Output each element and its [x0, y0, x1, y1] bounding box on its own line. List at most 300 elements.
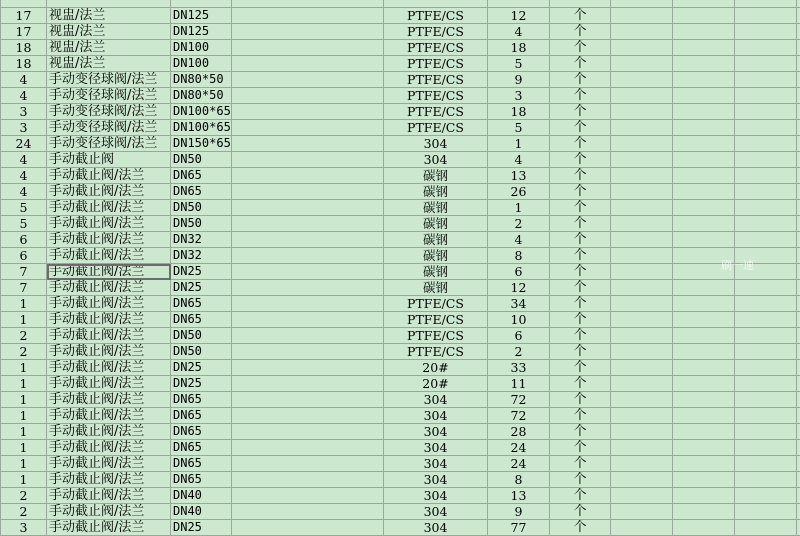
cell-r13-c9[interactable]: [735, 200, 797, 216]
cell-r15-c0[interactable]: 6: [1, 232, 47, 248]
cell-r8-c5[interactable]: 5: [488, 120, 550, 136]
cell-r3-c3[interactable]: [232, 40, 384, 56]
cell-r18-c5[interactable]: 12: [488, 280, 550, 296]
cell-r2-c6[interactable]: 个: [550, 24, 611, 40]
cell-r26-c8[interactable]: [673, 408, 735, 424]
cell-r22-c7[interactable]: [611, 344, 673, 360]
cell-r19-c10[interactable]: [797, 296, 800, 312]
cell-r29-c4[interactable]: 304: [384, 456, 488, 472]
cell-r8-c10[interactable]: [797, 120, 800, 136]
cell-r4-c9[interactable]: [735, 56, 797, 72]
cell-r14-c6[interactable]: 个: [550, 216, 611, 232]
cell-r3-c8[interactable]: [673, 40, 735, 56]
cell-r24-c5[interactable]: 11: [488, 376, 550, 392]
cell-r24-c0[interactable]: 1: [1, 376, 47, 392]
cell-r25-c7[interactable]: [611, 392, 673, 408]
cell-r16-c2[interactable]: DN32: [171, 248, 232, 264]
cell-r19-c6[interactable]: 个: [550, 296, 611, 312]
cell-r28-c1[interactable]: 手动截止阀/法兰: [47, 440, 171, 456]
cell-r6-c4[interactable]: PTFE/CS: [384, 88, 488, 104]
cell-r5-c7[interactable]: [611, 72, 673, 88]
cell-r17-c4[interactable]: 碳钢: [384, 264, 488, 280]
cell-r23-c10[interactable]: [797, 360, 800, 376]
cell-r17-c2[interactable]: DN25: [171, 264, 232, 280]
cell-r26-c9[interactable]: [735, 408, 797, 424]
cell-r24-c2[interactable]: DN25: [171, 376, 232, 392]
cell-r31-c8[interactable]: [673, 488, 735, 504]
cell-r33-c2[interactable]: DN25: [171, 520, 232, 536]
cell-r22-c1[interactable]: 手动截止阀/法兰: [47, 344, 171, 360]
cell-r16-c1[interactable]: 手动截止阀/法兰: [47, 248, 171, 264]
cell-r2-c9[interactable]: [735, 24, 797, 40]
cell-r25-c0[interactable]: 1: [1, 392, 47, 408]
cell-r23-c9[interactable]: [735, 360, 797, 376]
cell-r22-c2[interactable]: DN50: [171, 344, 232, 360]
cell-r15-c10[interactable]: [797, 232, 800, 248]
cell-r21-c2[interactable]: DN50: [171, 328, 232, 344]
cell-r9-c4[interactable]: 304: [384, 136, 488, 152]
cell-r30-c9[interactable]: [735, 472, 797, 488]
cell-r19-c0[interactable]: 1: [1, 296, 47, 312]
cell-r22-c3[interactable]: [232, 344, 384, 360]
cell-r11-c5[interactable]: 13: [488, 168, 550, 184]
cell-r32-c8[interactable]: [673, 504, 735, 520]
cell-r19-c9[interactable]: [735, 296, 797, 312]
cell-r0-c0[interactable]: [1, 0, 47, 8]
cell-r23-c7[interactable]: [611, 360, 673, 376]
cell-r13-c2[interactable]: DN50: [171, 200, 232, 216]
cell-r14-c3[interactable]: [232, 216, 384, 232]
cell-r11-c8[interactable]: [673, 168, 735, 184]
cell-r8-c3[interactable]: [232, 120, 384, 136]
cell-r9-c5[interactable]: 1: [488, 136, 550, 152]
cell-r6-c6[interactable]: 个: [550, 88, 611, 104]
cell-r1-c1[interactable]: 视盅/法兰: [47, 8, 171, 24]
cell-r9-c7[interactable]: [611, 136, 673, 152]
cell-r8-c2[interactable]: DN100*65: [171, 120, 232, 136]
cell-r17-c6[interactable]: 个: [550, 264, 611, 280]
cell-r8-c9[interactable]: [735, 120, 797, 136]
cell-r18-c1[interactable]: 手动截止阀/法兰: [47, 280, 171, 296]
cell-r2-c2[interactable]: DN125: [171, 24, 232, 40]
cell-r16-c10[interactable]: [797, 248, 800, 264]
cell-r29-c1[interactable]: 手动截止阀/法兰: [47, 456, 171, 472]
cell-r1-c0[interactable]: 17: [1, 8, 47, 24]
cell-r32-c10[interactable]: [797, 504, 800, 520]
cell-r12-c2[interactable]: DN65: [171, 184, 232, 200]
cell-r13-c6[interactable]: 个: [550, 200, 611, 216]
cell-r0-c6[interactable]: [550, 0, 611, 8]
cell-r12-c4[interactable]: 碳钢: [384, 184, 488, 200]
cell-r11-c0[interactable]: 4: [1, 168, 47, 184]
cell-r20-c4[interactable]: PTFE/CS: [384, 312, 488, 328]
cell-r24-c6[interactable]: 个: [550, 376, 611, 392]
cell-r25-c9[interactable]: [735, 392, 797, 408]
cell-r1-c3[interactable]: [232, 8, 384, 24]
cell-r31-c0[interactable]: 2: [1, 488, 47, 504]
cell-r26-c7[interactable]: [611, 408, 673, 424]
cell-r32-c0[interactable]: 2: [1, 504, 47, 520]
cell-r8-c1[interactable]: 手动变径球阀/法兰: [47, 120, 171, 136]
cell-r12-c6[interactable]: 个: [550, 184, 611, 200]
cell-r5-c5[interactable]: 9: [488, 72, 550, 88]
cell-r31-c3[interactable]: [232, 488, 384, 504]
cell-r24-c8[interactable]: [673, 376, 735, 392]
cell-r33-c0[interactable]: 3: [1, 520, 47, 536]
cell-r22-c6[interactable]: 个: [550, 344, 611, 360]
cell-r28-c0[interactable]: 1: [1, 440, 47, 456]
cell-r25-c2[interactable]: DN65: [171, 392, 232, 408]
cell-r21-c3[interactable]: [232, 328, 384, 344]
cell-r20-c1[interactable]: 手动截止阀/法兰: [47, 312, 171, 328]
cell-r8-c8[interactable]: [673, 120, 735, 136]
cell-r19-c1[interactable]: 手动截止阀/法兰: [47, 296, 171, 312]
cell-r22-c0[interactable]: 2: [1, 344, 47, 360]
cell-r2-c1[interactable]: 视盅/法兰: [47, 24, 171, 40]
cell-r16-c4[interactable]: 碳钢: [384, 248, 488, 264]
cell-r12-c8[interactable]: [673, 184, 735, 200]
cell-r28-c4[interactable]: 304: [384, 440, 488, 456]
cell-r14-c7[interactable]: [611, 216, 673, 232]
cell-r20-c5[interactable]: 10: [488, 312, 550, 328]
cell-r28-c7[interactable]: [611, 440, 673, 456]
cell-r3-c6[interactable]: 个: [550, 40, 611, 56]
cell-r25-c8[interactable]: [673, 392, 735, 408]
cell-r9-c2[interactable]: DN150*65: [171, 136, 232, 152]
cell-r32-c7[interactable]: [611, 504, 673, 520]
cell-r27-c4[interactable]: 304: [384, 424, 488, 440]
cell-r10-c9[interactable]: [735, 152, 797, 168]
cell-r31-c1[interactable]: 手动截止阀/法兰: [47, 488, 171, 504]
cell-r4-c10[interactable]: [797, 56, 800, 72]
cell-r24-c4[interactable]: 20#: [384, 376, 488, 392]
cell-r30-c4[interactable]: 304: [384, 472, 488, 488]
cell-r20-c0[interactable]: 1: [1, 312, 47, 328]
cell-r26-c3[interactable]: [232, 408, 384, 424]
cell-r29-c8[interactable]: [673, 456, 735, 472]
cell-r4-c1[interactable]: 视盅/法兰: [47, 56, 171, 72]
cell-r21-c5[interactable]: 6: [488, 328, 550, 344]
cell-r8-c6[interactable]: 个: [550, 120, 611, 136]
cell-r25-c5[interactable]: 72: [488, 392, 550, 408]
cell-r30-c3[interactable]: [232, 472, 384, 488]
cell-r7-c9[interactable]: [735, 104, 797, 120]
cell-r12-c0[interactable]: 4: [1, 184, 47, 200]
cell-r23-c3[interactable]: [232, 360, 384, 376]
cell-r10-c3[interactable]: [232, 152, 384, 168]
cell-r3-c0[interactable]: 18: [1, 40, 47, 56]
cell-r14-c10[interactable]: [797, 216, 800, 232]
cell-r18-c4[interactable]: 碳钢: [384, 280, 488, 296]
cell-r9-c10[interactable]: [797, 136, 800, 152]
cell-r29-c6[interactable]: 个: [550, 456, 611, 472]
cell-r12-c5[interactable]: 26: [488, 184, 550, 200]
cell-r10-c10[interactable]: [797, 152, 800, 168]
cell-r25-c6[interactable]: 个: [550, 392, 611, 408]
cell-r33-c5[interactable]: 77: [488, 520, 550, 536]
cell-r28-c10[interactable]: [797, 440, 800, 456]
cell-r27-c7[interactable]: [611, 424, 673, 440]
cell-r0-c3[interactable]: [232, 0, 384, 8]
cell-r17-c1[interactable]: 手动截止阀/法兰: [47, 264, 171, 280]
cell-r12-c10[interactable]: [797, 184, 800, 200]
cell-r9-c8[interactable]: [673, 136, 735, 152]
cell-r21-c0[interactable]: 2: [1, 328, 47, 344]
cell-r21-c8[interactable]: [673, 328, 735, 344]
cell-r33-c6[interactable]: 个: [550, 520, 611, 536]
cell-r29-c7[interactable]: [611, 456, 673, 472]
cell-r3-c4[interactable]: PTFE/CS: [384, 40, 488, 56]
cell-r13-c3[interactable]: [232, 200, 384, 216]
cell-r0-c4[interactable]: [384, 0, 488, 8]
cell-r13-c10[interactable]: [797, 200, 800, 216]
cell-r33-c10[interactable]: [797, 520, 800, 536]
cell-r33-c4[interactable]: 304: [384, 520, 488, 536]
cell-r24-c10[interactable]: [797, 376, 800, 392]
cell-r5-c2[interactable]: DN80*50: [171, 72, 232, 88]
cell-r25-c3[interactable]: [232, 392, 384, 408]
cell-r33-c7[interactable]: [611, 520, 673, 536]
cell-r15-c5[interactable]: 4: [488, 232, 550, 248]
cell-r32-c5[interactable]: 9: [488, 504, 550, 520]
cell-r3-c5[interactable]: 18: [488, 40, 550, 56]
cell-r19-c5[interactable]: 34: [488, 296, 550, 312]
cell-r26-c1[interactable]: 手动截止阀/法兰: [47, 408, 171, 424]
cell-r5-c0[interactable]: 4: [1, 72, 47, 88]
cell-r21-c6[interactable]: 个: [550, 328, 611, 344]
cell-r28-c9[interactable]: [735, 440, 797, 456]
cell-r23-c8[interactable]: [673, 360, 735, 376]
cell-r13-c5[interactable]: 1: [488, 200, 550, 216]
cell-r2-c5[interactable]: 4: [488, 24, 550, 40]
cell-r15-c1[interactable]: 手动截止阀/法兰: [47, 232, 171, 248]
cell-r31-c2[interactable]: DN40: [171, 488, 232, 504]
cell-r27-c3[interactable]: [232, 424, 384, 440]
cell-r9-c6[interactable]: 个: [550, 136, 611, 152]
cell-r14-c9[interactable]: [735, 216, 797, 232]
cell-r30-c8[interactable]: [673, 472, 735, 488]
cell-r5-c4[interactable]: PTFE/CS: [384, 72, 488, 88]
cell-r9-c1[interactable]: 手动变径球阀/法兰: [47, 136, 171, 152]
cell-r27-c6[interactable]: 个: [550, 424, 611, 440]
cell-r22-c8[interactable]: [673, 344, 735, 360]
cell-r4-c3[interactable]: [232, 56, 384, 72]
cell-r1-c2[interactable]: DN125: [171, 8, 232, 24]
cell-r16-c3[interactable]: [232, 248, 384, 264]
cell-r23-c0[interactable]: 1: [1, 360, 47, 376]
cell-r10-c1[interactable]: 手动截止阀: [47, 152, 171, 168]
cell-r27-c2[interactable]: DN65: [171, 424, 232, 440]
cell-r11-c6[interactable]: 个: [550, 168, 611, 184]
cell-r27-c9[interactable]: [735, 424, 797, 440]
cell-r0-c10[interactable]: [797, 0, 800, 8]
cell-r6-c0[interactable]: 4: [1, 88, 47, 104]
cell-r0-c7[interactable]: [611, 0, 673, 8]
cell-r2-c8[interactable]: [673, 24, 735, 40]
cell-r27-c5[interactable]: 28: [488, 424, 550, 440]
cell-r0-c9[interactable]: [735, 0, 797, 8]
cell-r17-c0[interactable]: 7: [1, 264, 47, 280]
cell-r25-c4[interactable]: 304: [384, 392, 488, 408]
cell-r1-c8[interactable]: [673, 8, 735, 24]
cell-r16-c6[interactable]: 个: [550, 248, 611, 264]
cell-r18-c2[interactable]: DN25: [171, 280, 232, 296]
cell-r33-c3[interactable]: [232, 520, 384, 536]
cell-r6-c2[interactable]: DN80*50: [171, 88, 232, 104]
cell-r16-c0[interactable]: 6: [1, 248, 47, 264]
cell-r25-c10[interactable]: [797, 392, 800, 408]
cell-r11-c4[interactable]: 碳钢: [384, 168, 488, 184]
cell-r18-c10[interactable]: [797, 280, 800, 296]
cell-r19-c7[interactable]: [611, 296, 673, 312]
cell-r15-c3[interactable]: [232, 232, 384, 248]
cell-r18-c9[interactable]: [735, 280, 797, 296]
cell-r2-c7[interactable]: [611, 24, 673, 40]
cell-r8-c7[interactable]: [611, 120, 673, 136]
cell-r23-c6[interactable]: 个: [550, 360, 611, 376]
cell-r10-c0[interactable]: 4: [1, 152, 47, 168]
cell-r4-c8[interactable]: [673, 56, 735, 72]
cell-r13-c4[interactable]: 碳钢: [384, 200, 488, 216]
cell-r31-c4[interactable]: 304: [384, 488, 488, 504]
cell-r18-c0[interactable]: 7: [1, 280, 47, 296]
cell-r3-c7[interactable]: [611, 40, 673, 56]
cell-r4-c2[interactable]: DN100: [171, 56, 232, 72]
cell-r3-c1[interactable]: 视盅/法兰: [47, 40, 171, 56]
cell-r2-c10[interactable]: [797, 24, 800, 40]
cell-r20-c7[interactable]: [611, 312, 673, 328]
cell-r13-c1[interactable]: 手动截止阀/法兰: [47, 200, 171, 216]
cell-r24-c7[interactable]: [611, 376, 673, 392]
cell-r29-c2[interactable]: DN65: [171, 456, 232, 472]
cell-r23-c2[interactable]: DN25: [171, 360, 232, 376]
cell-r1-c9[interactable]: [735, 8, 797, 24]
cell-r28-c3[interactable]: [232, 440, 384, 456]
cell-r5-c10[interactable]: [797, 72, 800, 88]
cell-r30-c7[interactable]: [611, 472, 673, 488]
cell-r2-c4[interactable]: PTFE/CS: [384, 24, 488, 40]
cell-r14-c2[interactable]: DN50: [171, 216, 232, 232]
cell-r16-c7[interactable]: [611, 248, 673, 264]
cell-r14-c5[interactable]: 2: [488, 216, 550, 232]
cell-r21-c7[interactable]: [611, 328, 673, 344]
cell-r6-c1[interactable]: 手动变径球阀/法兰: [47, 88, 171, 104]
cell-r32-c3[interactable]: [232, 504, 384, 520]
cell-r27-c8[interactable]: [673, 424, 735, 440]
cell-r15-c4[interactable]: 碳钢: [384, 232, 488, 248]
cell-r17-c10[interactable]: [797, 264, 800, 280]
cell-r24-c9[interactable]: [735, 376, 797, 392]
cell-r16-c5[interactable]: 8: [488, 248, 550, 264]
cell-r7-c2[interactable]: DN100*65: [171, 104, 232, 120]
cell-r30-c1[interactable]: 手动截止阀/法兰: [47, 472, 171, 488]
cell-r26-c4[interactable]: 304: [384, 408, 488, 424]
cell-r0-c5[interactable]: [488, 0, 550, 8]
cell-r18-c6[interactable]: 个: [550, 280, 611, 296]
cell-r21-c10[interactable]: [797, 328, 800, 344]
cell-r10-c6[interactable]: 个: [550, 152, 611, 168]
cell-r23-c5[interactable]: 33: [488, 360, 550, 376]
cell-r24-c3[interactable]: [232, 376, 384, 392]
cell-r3-c10[interactable]: [797, 40, 800, 56]
cell-r2-c3[interactable]: [232, 24, 384, 40]
cell-r14-c8[interactable]: [673, 216, 735, 232]
cell-r32-c1[interactable]: 手动截止阀/法兰: [47, 504, 171, 520]
cell-r10-c4[interactable]: 304: [384, 152, 488, 168]
cell-r19-c3[interactable]: [232, 296, 384, 312]
cell-r29-c3[interactable]: [232, 456, 384, 472]
cell-r7-c7[interactable]: [611, 104, 673, 120]
cell-r20-c3[interactable]: [232, 312, 384, 328]
cell-r1-c5[interactable]: 12: [488, 8, 550, 24]
cell-r28-c5[interactable]: 24: [488, 440, 550, 456]
cell-r13-c0[interactable]: 5: [1, 200, 47, 216]
cell-r29-c5[interactable]: 24: [488, 456, 550, 472]
cell-r0-c2[interactable]: [171, 0, 232, 8]
cell-r7-c3[interactable]: [232, 104, 384, 120]
cell-r4-c6[interactable]: 个: [550, 56, 611, 72]
cell-r32-c2[interactable]: DN40: [171, 504, 232, 520]
cell-r8-c0[interactable]: 3: [1, 120, 47, 136]
cell-r30-c10[interactable]: [797, 472, 800, 488]
cell-r31-c9[interactable]: [735, 488, 797, 504]
cell-r11-c1[interactable]: 手动截止阀/法兰: [47, 168, 171, 184]
cell-r10-c8[interactable]: [673, 152, 735, 168]
cell-r19-c2[interactable]: DN65: [171, 296, 232, 312]
cell-r6-c8[interactable]: [673, 88, 735, 104]
cell-r5-c9[interactable]: [735, 72, 797, 88]
cell-r32-c4[interactable]: 304: [384, 504, 488, 520]
cell-r15-c9[interactable]: [735, 232, 797, 248]
cell-r28-c8[interactable]: [673, 440, 735, 456]
cell-r6-c3[interactable]: [232, 88, 384, 104]
cell-r11-c2[interactable]: DN65: [171, 168, 232, 184]
cell-r22-c5[interactable]: 2: [488, 344, 550, 360]
cell-r7-c4[interactable]: PTFE/CS: [384, 104, 488, 120]
cell-r29-c10[interactable]: [797, 456, 800, 472]
cell-r12-c7[interactable]: [611, 184, 673, 200]
cell-r6-c5[interactable]: 3: [488, 88, 550, 104]
cell-r31-c10[interactable]: [797, 488, 800, 504]
cell-r22-c4[interactable]: PTFE/CS: [384, 344, 488, 360]
cell-r7-c0[interactable]: 3: [1, 104, 47, 120]
cell-r4-c4[interactable]: PTFE/CS: [384, 56, 488, 72]
cell-r7-c8[interactable]: [673, 104, 735, 120]
cell-r19-c8[interactable]: [673, 296, 735, 312]
cell-r20-c8[interactable]: [673, 312, 735, 328]
cell-r26-c0[interactable]: 1: [1, 408, 47, 424]
cell-r30-c0[interactable]: 1: [1, 472, 47, 488]
cell-r20-c10[interactable]: [797, 312, 800, 328]
cell-r26-c6[interactable]: 个: [550, 408, 611, 424]
cell-r29-c9[interactable]: [735, 456, 797, 472]
cell-r19-c4[interactable]: PTFE/CS: [384, 296, 488, 312]
cell-r22-c9[interactable]: [735, 344, 797, 360]
cell-r11-c10[interactable]: [797, 168, 800, 184]
cell-r7-c6[interactable]: 个: [550, 104, 611, 120]
cell-r5-c6[interactable]: 个: [550, 72, 611, 88]
cell-r1-c7[interactable]: [611, 8, 673, 24]
cell-r14-c1[interactable]: 手动截止阀/法兰: [47, 216, 171, 232]
cell-r15-c7[interactable]: [611, 232, 673, 248]
cell-r30-c5[interactable]: 8: [488, 472, 550, 488]
cell-r17-c5[interactable]: 6: [488, 264, 550, 280]
cell-r14-c0[interactable]: 5: [1, 216, 47, 232]
cell-r5-c8[interactable]: [673, 72, 735, 88]
cell-r2-c0[interactable]: 17: [1, 24, 47, 40]
cell-r5-c1[interactable]: 手动变径球阀/法兰: [47, 72, 171, 88]
cell-r6-c9[interactable]: [735, 88, 797, 104]
